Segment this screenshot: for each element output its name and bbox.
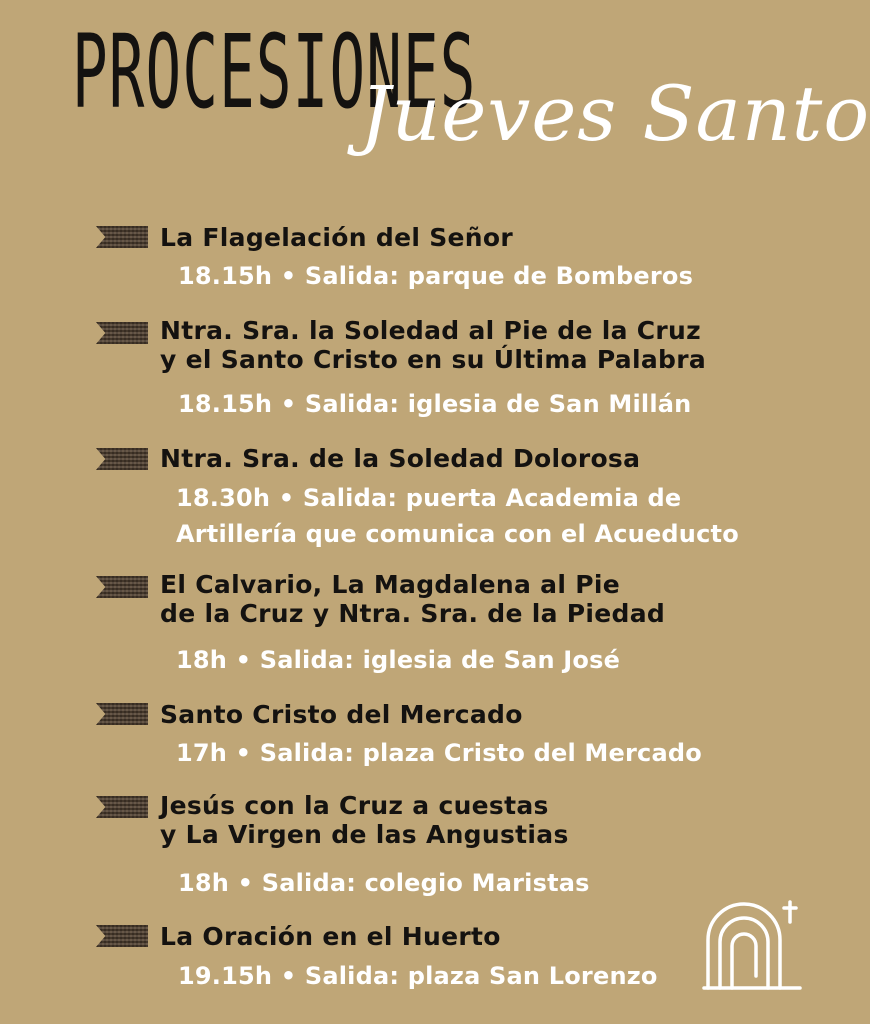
procession-name-line: La Oración en el Huerto (160, 922, 501, 951)
procession-name (160, 791, 569, 849)
procession-detail-line: 18.30h • Salida: puerta Academia de (176, 484, 682, 512)
list-marker-icon (96, 925, 148, 947)
procession-name (160, 223, 513, 252)
procession-detail (178, 386, 691, 422)
procession-name (160, 444, 640, 473)
procession-name-line: Santo Cristo del Mercado (160, 700, 523, 729)
procession-name (160, 922, 501, 951)
procession-detail-line: 18.15h • Salida: parque de Bomberos (178, 262, 694, 290)
procession-detail (178, 958, 658, 994)
procession-name (160, 316, 706, 374)
procession-name-line: y La Virgen de las Angustias (160, 820, 569, 849)
procession-name-line: La Flagelación del Señor (160, 223, 513, 252)
procession-name-line: y el Santo Cristo en su Última Palabra (160, 345, 706, 374)
list-marker-icon (96, 226, 148, 248)
procession-detail (176, 735, 702, 771)
procession-detail (176, 480, 739, 552)
procession-name (160, 700, 523, 729)
procession-name-line: de la Cruz y Ntra. Sra. de la Piedad (160, 599, 666, 628)
list-marker-icon (96, 576, 148, 598)
procession-detail-line: 17h • Salida: plaza Cristo del Mercado (176, 739, 702, 767)
arch-cross-icon (704, 896, 800, 996)
list-marker-icon (96, 448, 148, 470)
procession-name-line: Jesús con la Cruz a cuestas (160, 791, 549, 820)
procession-detail-line: 18.15h • Salida: iglesia de San Millán (178, 390, 692, 418)
list-marker-icon (96, 796, 148, 818)
procession-detail (176, 642, 620, 678)
procession-name (160, 570, 665, 628)
procession-detail (178, 258, 693, 294)
procession-name-line: Ntra. Sra. de la Soledad Dolorosa (160, 444, 641, 473)
procession-detail (178, 865, 590, 901)
page-subtitle: Jueves Santo (360, 69, 870, 158)
list-marker-icon (96, 703, 148, 725)
procession-name-line: Ntra. Sra. la Soledad al Pie de la Cruz (160, 316, 702, 345)
procession-detail-line: Artillería que comunica con el Acueducto (176, 520, 739, 548)
procession-detail-line: 18h • Salida: colegio Maristas (178, 869, 590, 897)
procession-detail-line: 19.15h • Salida: plaza San Lorenzo (178, 962, 658, 990)
page-title: PROCESIONES (72, 13, 477, 132)
list-marker-icon (96, 322, 148, 344)
procession-name-line: El Calvario, La Magdalena al Pie (160, 570, 620, 599)
procession-detail-line: 18h • Salida: iglesia de San José (176, 646, 621, 674)
